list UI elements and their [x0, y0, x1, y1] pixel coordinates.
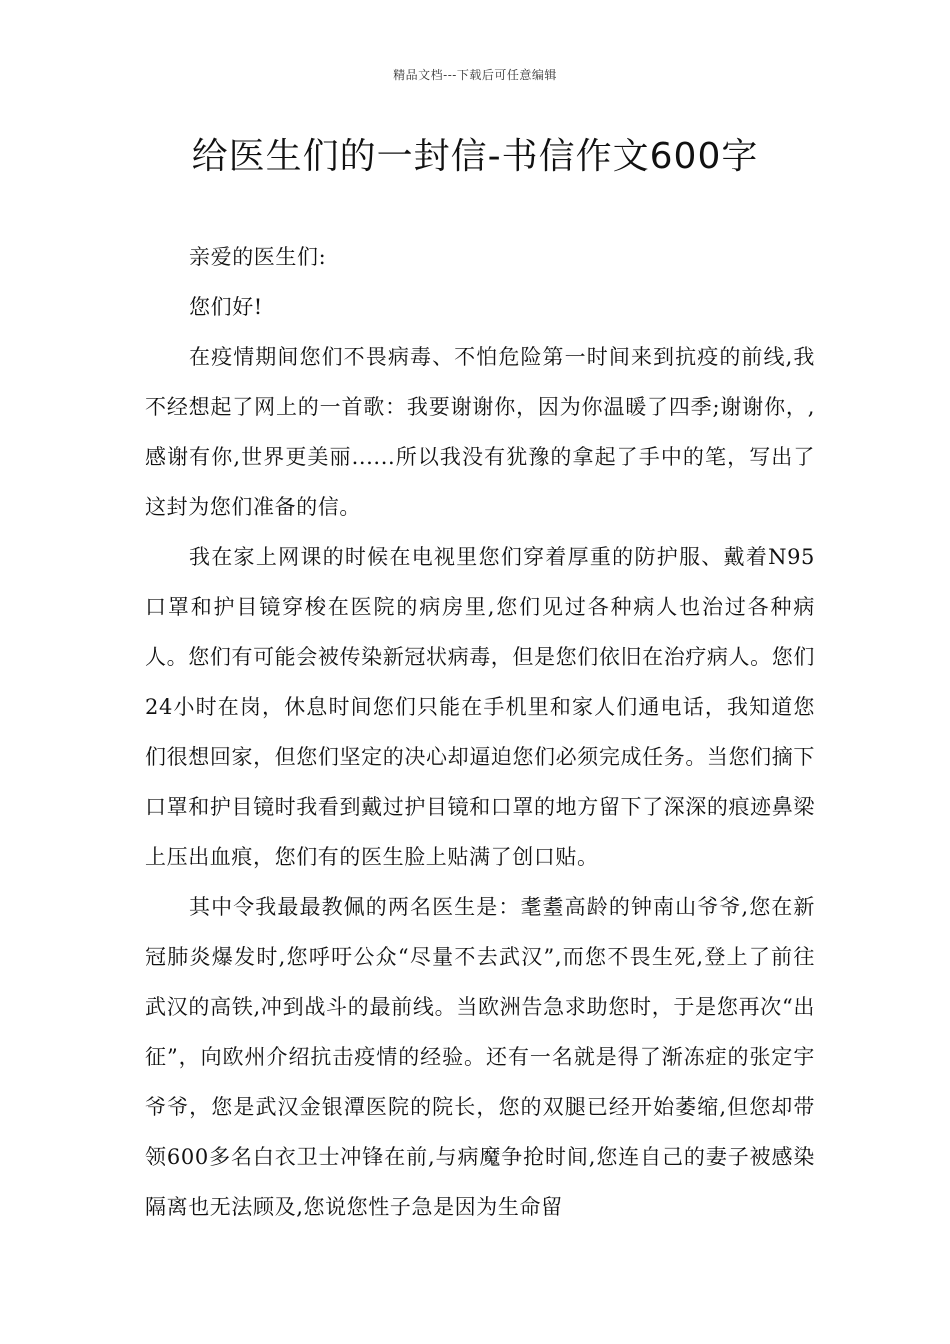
- letter-body: [145, 232, 815, 1232]
- paragraph-3: 其中令我最最教佩的两名医生是：耄耋高龄的钟南山爷爷,您在新冠肺炎爆发时,您呼吁公众“尽量不去武汉”,而您不畏生死,登上了前往武汉的高铁,冲到战斗的最前线。当欧洲告急求助您时，于是您再次“出征”，向欧州介绍抗击疫情的经验。还有一名就是得了渐冻症的张定宇爷爷，您是武汉金银潭医院的院长，您的双腿已经开始萎缩,但您却带领600多名白衣卫士冲锋在前,与病魔争抢时间,您连自己的妻子被感染隔离也无法顾及,您说您性子急是因为生命留: [145, 895, 815, 1219]
- paragraph-1: 在疫情期间您们不畏病毒、不怕危险第一时间来到抗疫的前线,我不经想起了网上的一首歌：我要谢谢你，因为你温暖了四季;谢谢你，,感谢有你,世界更美丽......所以我没有犹豫的拿起了手中的笔，写出了这封为您们准备的信。: [145, 345, 815, 519]
- paragraph-2: 我在家上网课的时候在电视里您们穿着厚重的防护服、戴着N95口罩和护目镜穿梭在医院的病房里,您们见过各种病人也治过各种病人。您们有可能会被传染新冠状病毒，但是您们依旧在治疗病人。您们24小时在岗，休息时间您们只能在手机里和家人们通电话，我知道您们很想回家，但您们坚定的决心却逼迫您们必须完成任务。当您们摘下口罩和护目镜时我看到戴过护目镜和口罩的地方留下了深深的痕迹鼻梁上压出血痕，您们有的医生脸上贴满了创口贴。: [145, 545, 815, 869]
- page-header-note: 精品文档---下载后可任意编辑: [393, 68, 557, 82]
- greeting: 您们好!: [189, 295, 263, 319]
- document-title: 给医生们的一封信-书信作文600字: [191, 136, 759, 177]
- salutation: 亲爱的医生们:: [189, 245, 327, 269]
